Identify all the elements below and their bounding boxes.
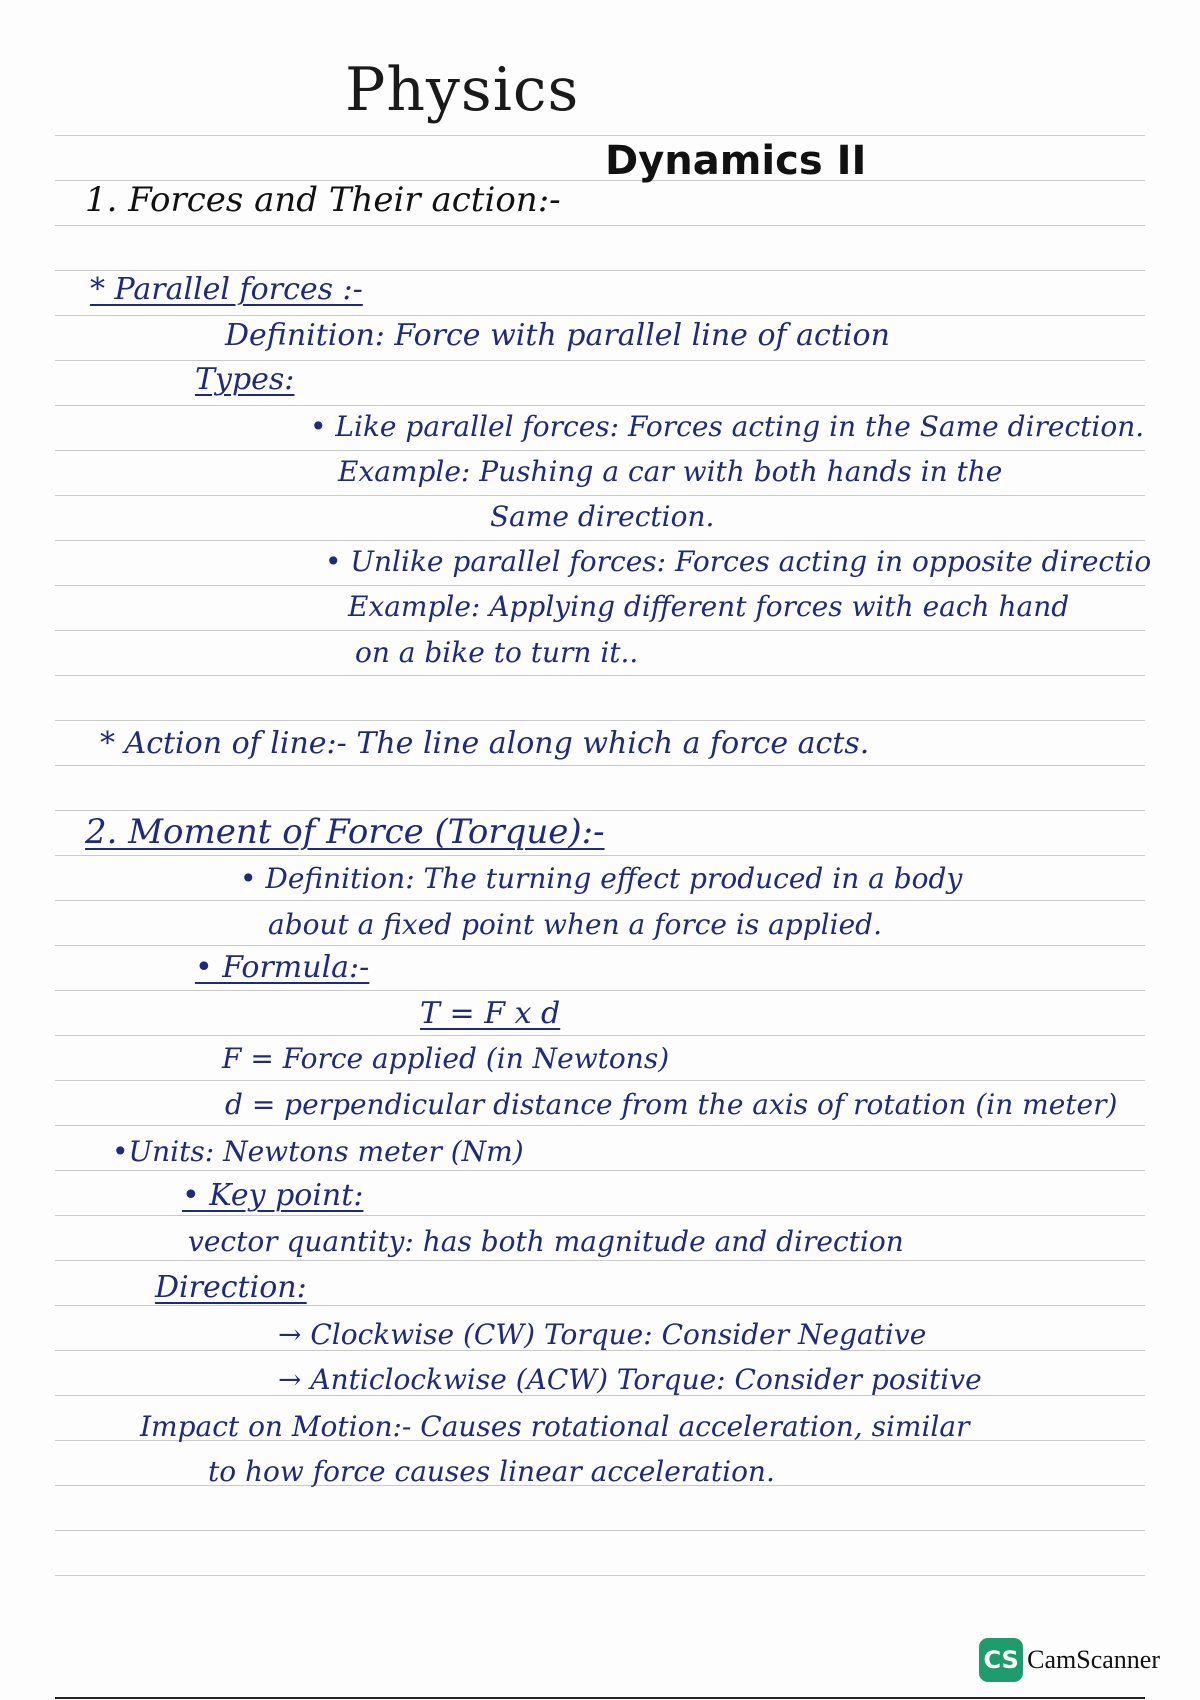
direction-label: Direction: — [155, 1270, 307, 1305]
distance-definition: d = perpendicular distance from the axis of rotation (in meter) — [225, 1088, 1118, 1121]
definition-text: Force with parallel line of action — [394, 318, 890, 353]
cw-torque-text: Consider Negative — [661, 1318, 927, 1351]
parallel-forces-heading: * Parallel forces :- — [90, 272, 363, 307]
units-text: Newtons meter (Nm) — [223, 1135, 524, 1168]
ruled-line — [55, 1035, 1145, 1036]
ruled-line — [55, 945, 1145, 946]
ruled-line — [55, 1260, 1145, 1261]
like-example-text: Pushing a car with both hands in the — [479, 455, 1003, 488]
torque-formula: T = F x d — [420, 996, 561, 1031]
vector-line — [188, 1225, 904, 1258]
torque-definition-line — [240, 862, 962, 895]
impact-cont: to how force causes linear acceleration. — [208, 1455, 775, 1488]
acw-torque-text: Consider positive — [734, 1363, 982, 1396]
like-forces-label: • Like parallel forces: — [310, 410, 620, 443]
unlike-forces-text: Forces acting in opposite directio — [675, 545, 1152, 578]
like-forces-text: Forces acting in the Same direction. — [628, 410, 1145, 443]
like-example-line — [338, 455, 1002, 488]
impact-line — [140, 1410, 969, 1443]
camscanner-watermark — [979, 1638, 1160, 1682]
acw-torque-line — [278, 1363, 982, 1396]
ruled-line — [55, 1575, 1145, 1576]
like-example-label: Example: — [338, 455, 471, 488]
ruled-line — [55, 1215, 1145, 1216]
unlike-forces-line — [325, 545, 1151, 578]
torque-definition-label: • Definition: — [240, 862, 415, 895]
unlike-example-cont: on a bike to turn it.. — [355, 636, 639, 669]
ruled-line — [55, 315, 1145, 316]
impact-label: Impact on Motion:- — [140, 1410, 412, 1443]
unlike-example-line — [348, 590, 1069, 623]
ruled-line — [55, 225, 1145, 226]
like-forces-line — [310, 410, 1144, 443]
definition-line — [225, 318, 890, 353]
ruled-line — [55, 720, 1145, 721]
like-example-cont: Same direction. — [490, 500, 715, 533]
ruled-line — [55, 1530, 1145, 1531]
ruled-line — [55, 270, 1145, 271]
cw-torque-label: → Clockwise (CW) Torque: — [278, 1318, 653, 1351]
page-title: Physics — [345, 55, 580, 125]
key-point-label: • Key point: — [182, 1178, 364, 1213]
unlike-forces-label: • Unlike parallel forces: — [325, 545, 667, 578]
ruled-line — [55, 1305, 1145, 1306]
units-line — [112, 1135, 524, 1168]
torque-definition-cont: about a fixed point when a force is applied. — [268, 908, 882, 941]
ruled-line — [55, 360, 1145, 361]
ruled-line — [55, 1080, 1145, 1081]
torque-definition-text: The turning effect produced in a body — [423, 862, 963, 895]
action-of-line-text: The line along which a force acts. — [356, 726, 870, 761]
unlike-example-label: Example: — [348, 590, 481, 623]
ruled-line — [55, 405, 1145, 406]
camscanner-logo-icon: CS — [979, 1638, 1023, 1682]
camscanner-text: CamScanner — [1027, 1645, 1160, 1674]
ruled-line — [55, 1125, 1145, 1126]
ruled-line — [55, 765, 1145, 766]
ruled-line — [55, 630, 1145, 631]
unlike-example-text: Applying different forces with each hand — [489, 590, 1070, 623]
force-definition: F = Force applied (in Newtons) — [222, 1042, 670, 1075]
ruled-line — [55, 495, 1145, 496]
vector-text: has both magnitude and direction — [422, 1225, 904, 1258]
formula-label: • Formula:- — [195, 950, 370, 985]
definition-label: Definition: — [225, 318, 385, 353]
ruled-line — [55, 855, 1145, 856]
ruled-line — [55, 540, 1145, 541]
ruled-line — [55, 450, 1145, 451]
action-of-line — [100, 726, 869, 761]
acw-torque-label: → Anticlockwise (ACW) Torque: — [278, 1363, 726, 1396]
ruled-line — [55, 900, 1145, 901]
page-bottom-edge — [55, 1697, 1145, 1699]
ruled-line — [55, 675, 1145, 676]
ruled-line — [55, 1170, 1145, 1171]
impact-text: Causes rotational acceleration, similar — [420, 1410, 970, 1443]
vector-label: vector quantity: — [188, 1225, 414, 1258]
action-of-line-label: * Action of line:- — [100, 726, 347, 761]
units-label: •Units: — [112, 1135, 215, 1168]
types-label: Types: — [195, 362, 295, 397]
section1-heading: 1. Forces and Their action:- — [85, 180, 561, 220]
ruled-line — [55, 810, 1145, 811]
page-subtitle: Dynamics II — [605, 138, 867, 184]
cw-torque-line — [278, 1318, 926, 1351]
ruled-line — [55, 585, 1145, 586]
ruled-line — [55, 135, 1145, 136]
section2-heading: 2. Moment of Force (Torque):- — [85, 812, 605, 852]
ruled-line — [55, 990, 1145, 991]
